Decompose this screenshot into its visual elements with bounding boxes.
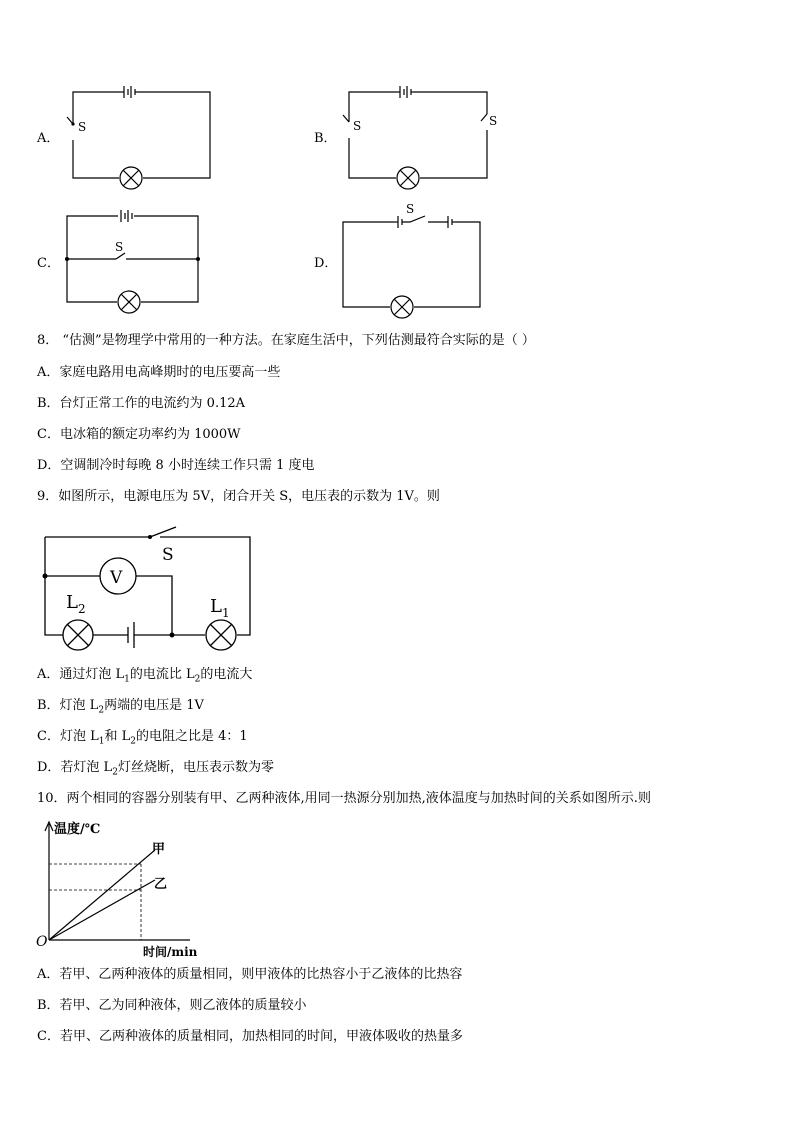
q9-voltmeter-label: V [110,568,123,588]
q9-option-b: B．灯泡 $L_2$两端的电压是 1V [37,698,204,716]
q9-lamp-l1-label: L [210,596,222,617]
q9-lamp-l1-sub: 1 [221,606,230,620]
q8-stem: 8． “估测”是物理学中常用的一种方法。在家庭生活中，下列估测最符合实际的是（ ） [37,333,535,348]
q7-d-switch-label: S [406,202,415,216]
q10-option-c: C．若甲、乙两种液体的质量相同，加热相同的时间，甲液体吸收的热量多 [37,1029,463,1044]
q10-line-yi-label: 乙 [154,877,168,892]
q10-x-axis-label: 时间/min [143,945,198,959]
q10-y-axis-label: 温度/℃ [54,822,101,837]
q9-option-c: C．灯泡 $L_1$和 $L_2$的电阻之比是 4：1 [37,729,248,747]
q7-option-c-label: C． [37,256,60,271]
q7-option-a-label: A． [37,131,60,146]
q10-origin-label: O [36,934,48,950]
q9-option-a: A．通过灯泡 $L_1$的电流比 $L_2$的电流大 [37,667,253,685]
q9-option-d: D．若灯泡 $L_2$灯丝烧断，电压表示数为零 [37,760,274,778]
q9-switch-label: S [162,545,174,565]
q10-line-yi [49,880,155,940]
q10-option-a: A．若甲、乙两种液体的质量相同，则甲液体的比热容小于乙液体的比热容 [37,967,463,982]
q8-option-b: B．台灯正常工作的电流约为 0.12A [37,396,246,411]
q10-stem: 10．两个相同的容器分别装有甲、乙两种液体,用同一热源分别加热,液体温度与加热时间的关系如图所示.则 [37,791,651,806]
q10-line-jia [49,850,155,940]
q7-b-switch1-label: S [353,119,362,133]
q8-option-a: A．家庭电路用电高峰期时的电压要高一些 [37,365,281,380]
q7-option-b-label: B． [314,131,337,146]
q7-option-d-label: D． [314,256,338,271]
q7-b-switch2-label: S [489,114,498,128]
q9-stem: 9．如图所示，电源电压为 5V，闭合开关 S，电压表的示数为 1V。则 [37,489,440,504]
q10-option-b: B．若甲、乙为同种液体，则乙液体的质量较小 [37,998,307,1013]
q7-c-switch-label: S [115,240,124,254]
q8-option-c: C．电冰箱的额定功率约为 1000W [37,427,241,442]
q10-line-jia-label: 甲 [152,842,166,857]
q7-a-switch-label: S [78,120,87,134]
q9-lamp-l2-sub: 2 [77,602,86,616]
q8-option-d: D．空调制冷时每晚 8 小时连续工作只需 1 度电 [37,458,315,473]
q9-lamp-l2-label: L [66,592,78,613]
